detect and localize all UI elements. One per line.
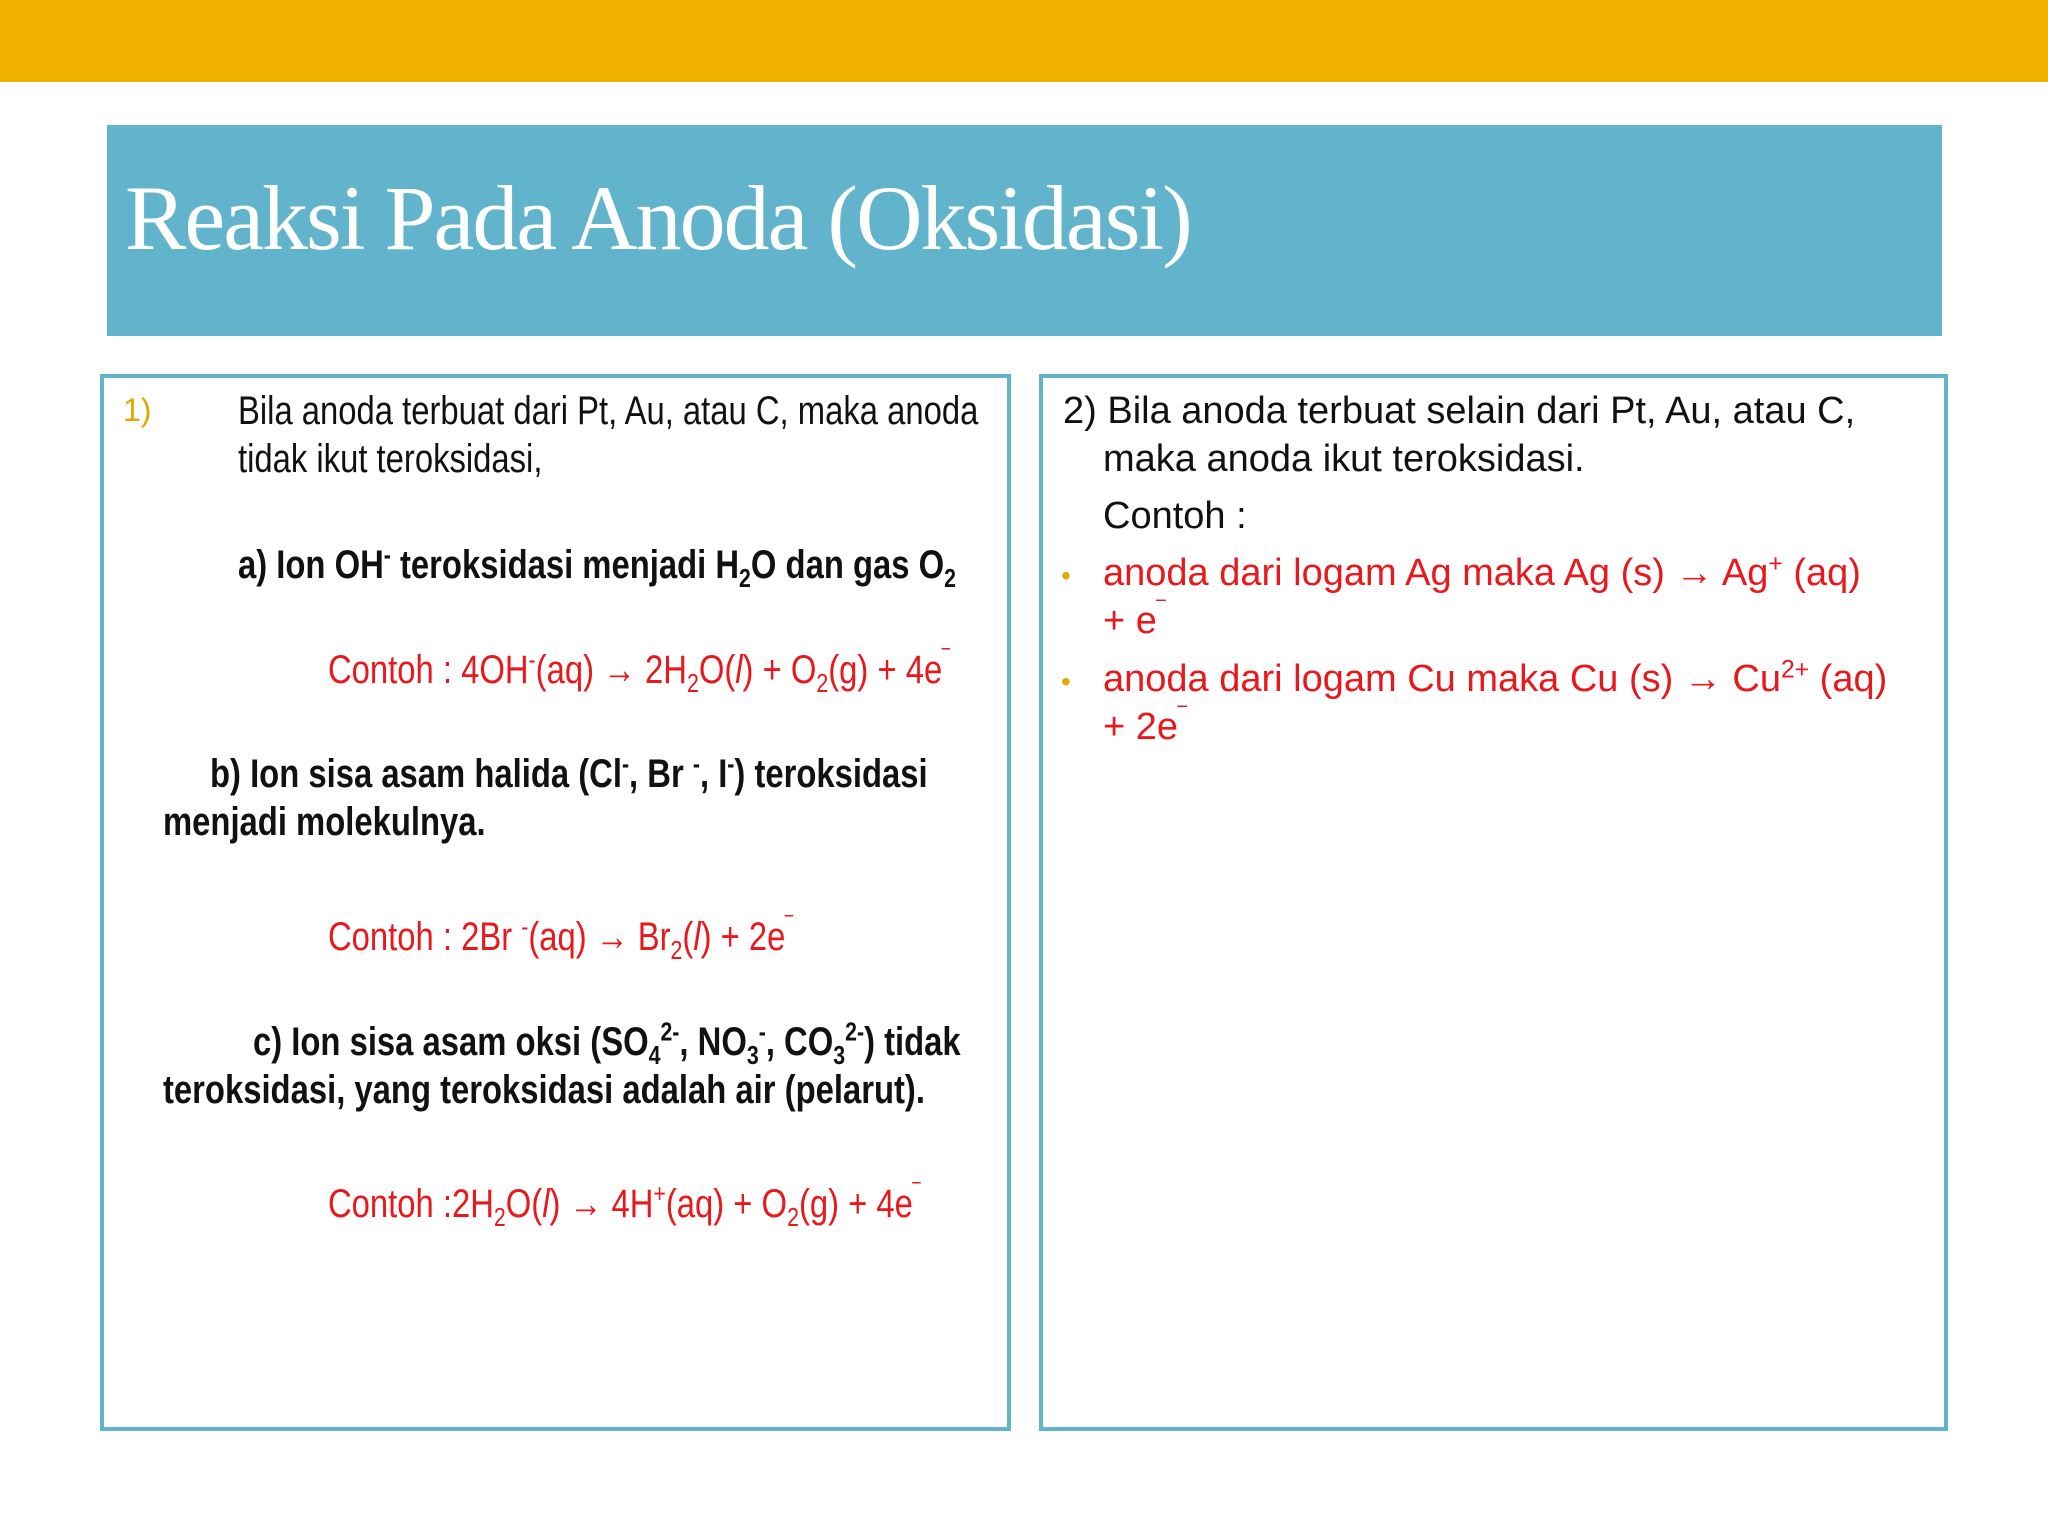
contoh-c-equation — [328, 1178, 921, 1232]
bullet-ag: • — [1061, 560, 1071, 591]
contoh-a-part-5: (g) + 4e — [828, 648, 943, 692]
contoh-b-electron-bar: ‾ — [785, 911, 793, 942]
co3-subscript: 3 — [833, 1040, 846, 1070]
item-b-line-1 — [210, 750, 928, 798]
item-c-line-1 — [253, 1016, 961, 1070]
contoh-b-sub: 2 — [670, 935, 683, 965]
contoh-b-part-2: (aq) → Br — [528, 915, 671, 959]
ag-reaction-part-2: (aq) — [1782, 552, 1861, 594]
contoh-b-equation — [328, 911, 793, 965]
contoh-b-part-4: ) + 2e — [700, 915, 786, 959]
cl-charge: - — [621, 748, 630, 779]
item-a-mid: teroksidasi menjadi H — [390, 543, 740, 587]
contoh-a-equation — [328, 644, 950, 698]
contoh-a-sub-2: 2 — [816, 668, 829, 698]
title-banner — [107, 125, 1942, 336]
ag-charge: + — [1768, 550, 1783, 578]
contoh-a-part-1: Contoh : 4OH — [328, 648, 529, 692]
right-intro-line-2: maka anoda ikut teroksidasi. — [1103, 438, 1585, 480]
ag-electron: + e — [1103, 600, 1157, 642]
contoh-c-electron-bar: ‾ — [912, 1178, 921, 1209]
contoh-a-electron-bar: ‾ — [942, 644, 950, 675]
ag-reaction-part-1: anoda dari logam Ag maka Ag (s) → Ag — [1103, 552, 1769, 594]
item-c-line-2: teroksidasi, yang teroksidasi adalah air (pelarut). — [163, 1068, 925, 1112]
item-a-text — [238, 539, 956, 593]
cu-electron-bar: ‾ — [1178, 704, 1187, 732]
contoh-a-charge: - — [528, 644, 536, 675]
item-b-part-4: ) teroksidasi — [734, 752, 928, 796]
so4-subscript: 4 — [648, 1040, 661, 1070]
intro-line-1: Bila anoda terbuat dari Pt, Au, atau C, maka anoda — [238, 389, 979, 433]
cu-charge: 2+ — [1780, 656, 1810, 684]
i-charge: - — [727, 748, 735, 779]
contoh-c-part-2: O( — [505, 1182, 543, 1226]
contoh-b-part-1: Contoh : 2Br — [328, 915, 522, 959]
o2-subscript: 2 — [944, 563, 956, 593]
contoh-b-part-3: ( — [682, 915, 694, 959]
item-a-prefix: a) Ion OH — [238, 543, 384, 587]
right-contoh-label: Contoh : — [1103, 495, 1247, 537]
h2-subscript: 2 — [739, 563, 751, 593]
cu-reaction-line-2 — [1103, 703, 1186, 751]
br-charge: - — [692, 748, 700, 779]
item-b-part-2: , Br — [629, 752, 693, 796]
item-b-line-2: menjadi molekulnya. — [163, 800, 486, 844]
left-content-box — [100, 374, 1011, 1431]
co3-charge: 2- — [845, 1016, 865, 1047]
contoh-a-part-2: (aq) → 2H — [535, 648, 687, 692]
list-number-1: 1) — [123, 392, 152, 428]
contoh-c-sub-1: 2 — [493, 1202, 506, 1232]
contoh-c-part-1: Contoh :2H — [328, 1182, 494, 1226]
contoh-c-part-4: (aq) + O — [665, 1182, 788, 1226]
item-c-part-4: ) tidak — [864, 1020, 961, 1064]
contoh-c-liquid: l — [542, 1182, 550, 1226]
slide-title: Reaksi Pada Anoda (Oksidasi) — [125, 167, 1191, 269]
item-b-part-1: b) Ion sisa asam halida (Cl — [210, 752, 622, 796]
cu-electron: + 2e — [1103, 706, 1179, 748]
ag-reaction-line-1 — [1103, 549, 1861, 597]
bullet-cu: • — [1061, 666, 1071, 697]
ag-electron-bar: ‾ — [1156, 598, 1166, 626]
cu-reaction-part-2: (aq) — [1809, 658, 1888, 700]
no3-charge: - — [758, 1016, 766, 1047]
item-a-mid2: O dan gas O — [750, 543, 945, 587]
contoh-a-part-4: ) + O — [742, 648, 817, 692]
intro-line-2: tidak ikut teroksidasi, — [238, 437, 543, 481]
contoh-c-sub-2: 2 — [787, 1202, 799, 1232]
item-c-part-3: , CO — [765, 1020, 834, 1064]
contoh-b-charge: - — [521, 911, 529, 942]
contoh-a-liquid: l — [735, 648, 743, 692]
item-c-part-1: c) Ion sisa asam oksi (SO — [253, 1020, 649, 1064]
ag-reaction-line-2 — [1103, 597, 1165, 645]
oh-charge: - — [383, 539, 391, 570]
contoh-a-part-3: O( — [698, 648, 736, 692]
item-c-part-2: , NO — [679, 1020, 747, 1064]
no3-subscript: 3 — [746, 1040, 759, 1070]
right-intro-line-1: 2) Bila anoda terbuat selain dari Pt, Au, atau C, — [1063, 390, 1856, 432]
contoh-a-sub-1: 2 — [686, 668, 699, 698]
cu-reaction-line-1 — [1103, 655, 1887, 703]
contoh-c-part-3: ) → 4H — [549, 1182, 654, 1226]
cu-reaction-part-1: anoda dari logam Cu maka Cu (s) → Cu — [1103, 658, 1781, 700]
contoh-b-liquid: l — [693, 915, 701, 959]
contoh-c-part-5: (g) + 4e — [798, 1182, 913, 1226]
so4-charge: 2- — [660, 1016, 680, 1047]
top-accent-band — [0, 0, 2048, 82]
contoh-c-charge: + — [653, 1178, 666, 1209]
item-b-part-3: , I — [699, 752, 728, 796]
